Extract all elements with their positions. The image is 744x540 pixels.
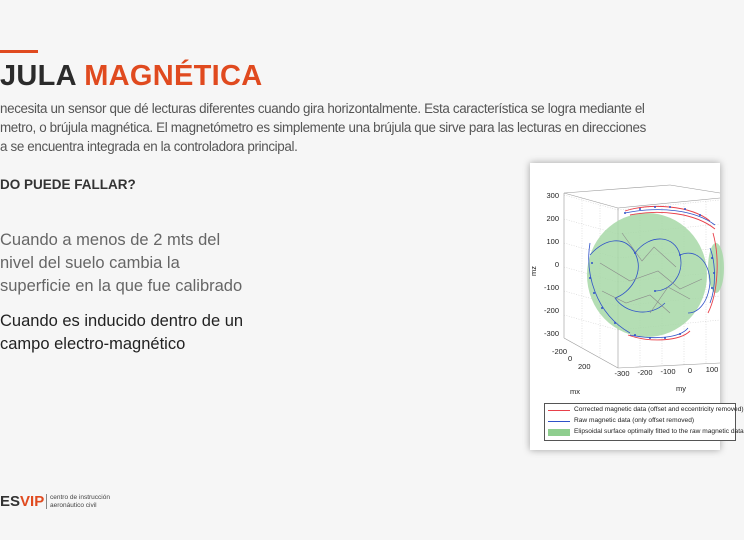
- mx-tick-label: 0: [568, 354, 573, 363]
- legend-label: Corrected magnetic data (offset and eccentricity removed): [574, 406, 744, 413]
- mz-axis-label: mz: [529, 266, 538, 276]
- bullet-line: nivel del suelo cambia la: [0, 254, 180, 272]
- intro-line: a se encuentra integrada en la controladora principal.: [0, 139, 298, 154]
- magnetometer-plot-figure: [529, 163, 744, 450]
- bullet-line: campo electro-magnético: [0, 335, 186, 353]
- mz-tick-label: 100: [546, 237, 559, 246]
- mz-tick-label: 200: [546, 214, 559, 223]
- mz-tick-label: 0: [554, 260, 559, 269]
- slide-title-part2: MAGNÉTICA: [84, 60, 263, 92]
- my-tick-label: -300: [614, 369, 630, 378]
- plot-legend: [544, 403, 744, 441]
- logo-tagline: [50, 494, 110, 509]
- bullet-line: Cuando a menos de 2 mts del: [0, 231, 221, 249]
- my-tick-label: 100: [705, 365, 719, 374]
- my-tick-label: 0: [687, 366, 693, 375]
- legend-label: Elipsoidal surface optimally fitted to the raw magnetic data: [574, 428, 744, 435]
- intro-line: necesita un sensor que dé lecturas diferentes cuando gira horizontalmente. Esta característica se logra mediante el: [0, 101, 645, 116]
- logo-tagline-line: centro de instrucción: [50, 494, 110, 501]
- title-accent-line: [0, 50, 38, 53]
- logo-wordmark-part1: ES: [0, 493, 21, 510]
- legend-label: Raw magnetic data (only offset removed): [574, 417, 695, 424]
- mz-tick-label: -300: [543, 329, 559, 338]
- mz-tick-labels: [544, 191, 559, 338]
- mx-tick-label: -200: [552, 347, 568, 356]
- section-subheading: DO PUEDE FALLAR?: [0, 177, 136, 192]
- my-tick-label: -100: [660, 367, 676, 376]
- legend-swatch: [548, 410, 570, 411]
- logo-tagline-line: aeronáutico civil: [50, 501, 97, 509]
- intro-paragraph: [0, 99, 720, 156]
- mz-tick-label: 300: [546, 191, 559, 200]
- legend-swatch: [548, 429, 570, 436]
- logo-wordmark-part2: VIP: [20, 493, 45, 510]
- my-axis-label: my: [676, 384, 686, 393]
- intro-line: metro, o brújula magnética. El magnetómetro es simplemente una brújula que sirve para las lecturas en direcciones: [0, 120, 646, 135]
- bullet-item: [0, 229, 242, 298]
- logo-wordmark: [0, 493, 44, 510]
- bullet-item: [0, 310, 243, 356]
- my-tick-label: -200: [637, 368, 653, 377]
- legend-swatch: [548, 421, 570, 422]
- mz-tick-label: -200: [543, 306, 559, 315]
- my-tick-labels: [614, 365, 718, 378]
- mx-tick-labels: [552, 347, 591, 371]
- bullet-line: superficie en la que fue calibrado: [0, 277, 243, 295]
- bullet-line: Cuando es inducido dentro de un: [0, 312, 244, 330]
- logo-divider: [46, 494, 47, 509]
- mx-axis-label: mx: [570, 387, 580, 396]
- mz-tick-label: -100: [543, 283, 559, 292]
- slide-title: [0, 60, 263, 93]
- slide-title-part1: JULA: [0, 60, 85, 92]
- mx-tick-label: 200: [578, 362, 591, 371]
